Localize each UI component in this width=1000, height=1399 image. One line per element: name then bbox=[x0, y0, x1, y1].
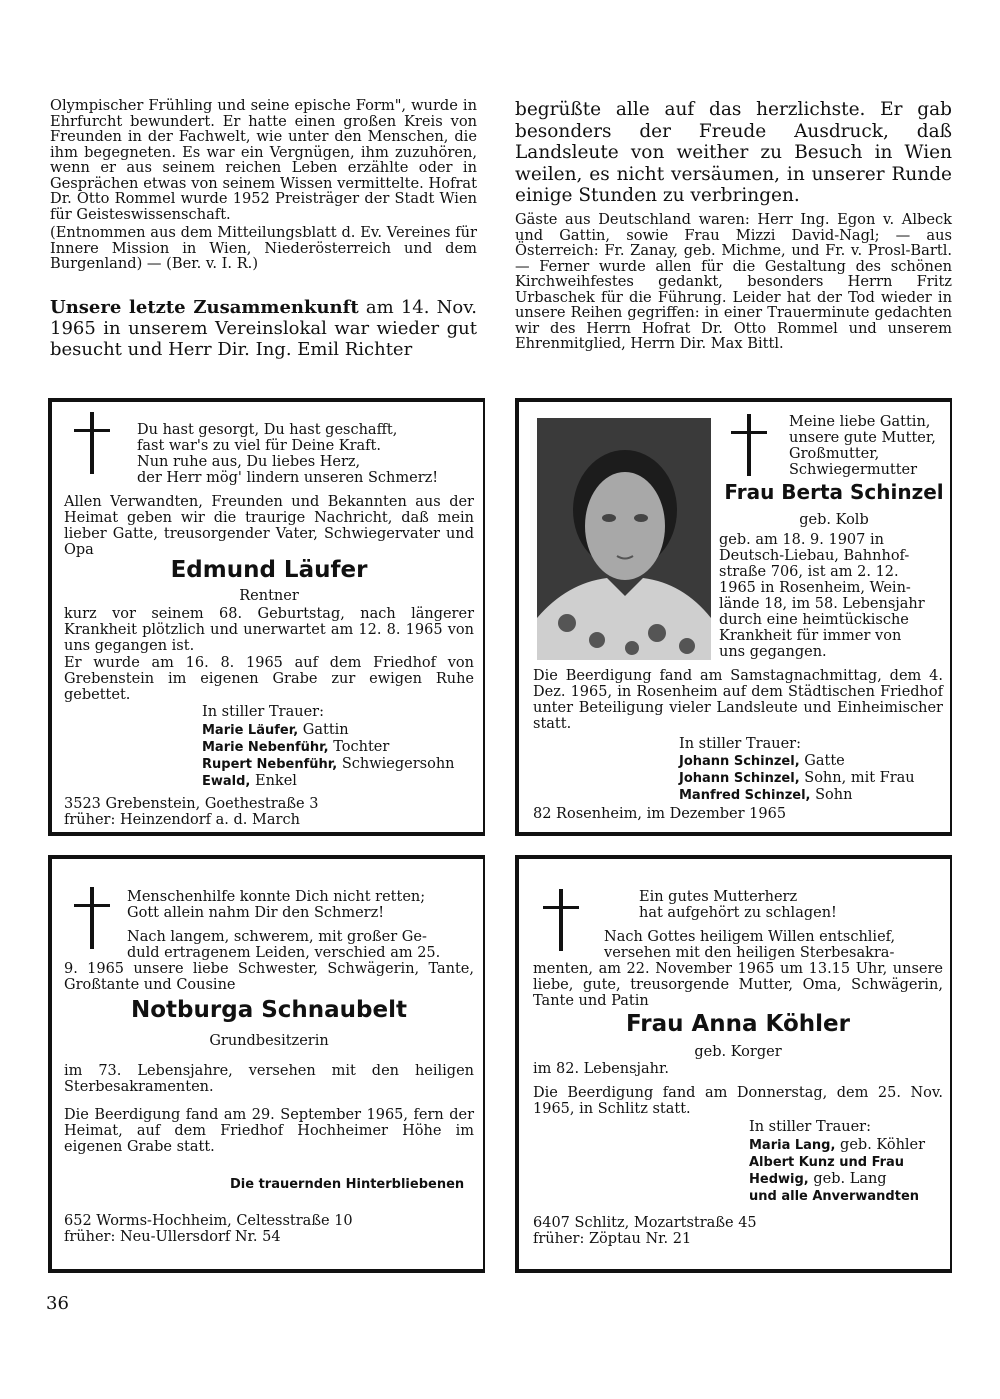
body-line: Krankheit für immer von bbox=[719, 628, 902, 644]
poem bbox=[127, 889, 477, 921]
poem-line: fast war's zu viel für Deine Kraft. bbox=[137, 438, 381, 454]
mourner: Maria Lang, geb. Köhler bbox=[749, 1137, 926, 1153]
poem bbox=[789, 414, 949, 478]
address-line: früher: Heinzendorf a. d. March bbox=[64, 812, 300, 828]
obituary-notice-laeufer bbox=[48, 398, 485, 836]
mourner: Marie Nebenführ, Tochter bbox=[202, 739, 390, 755]
address-line: früher: Zöptau Nr. 21 bbox=[533, 1231, 692, 1247]
poem-line: Ein gutes Mutterherz bbox=[639, 889, 798, 905]
mourner: Johann Schinzel, Gatte bbox=[679, 753, 845, 769]
poem bbox=[639, 889, 939, 921]
address-line: 6407 Schlitz, Mozartstraße 45 bbox=[533, 1215, 757, 1231]
closing-signature: Die trauernden Hinterbliebenen bbox=[230, 1177, 465, 1192]
deceased-maiden-name: geb. Korger bbox=[694, 1044, 782, 1060]
mourner: Hedwig, geb. Lang bbox=[749, 1171, 887, 1187]
notice-body: kurz vor seinem 68. Geburtstag, nach längerer Krankheit plötzlich und unerwartet am 12. 8. 1965 von uns gegangen ist. bbox=[64, 606, 474, 654]
notice-intro bbox=[604, 929, 944, 961]
address-line: 652 Worms-Hochheim, Celtesstraße 10 bbox=[64, 1213, 353, 1229]
deceased-occupation: Grundbesitzerin bbox=[209, 1033, 329, 1049]
body-line: uns gegangen. bbox=[719, 644, 827, 660]
poem-line: Großmutter, bbox=[789, 446, 880, 462]
poem-line: Schwiegermutter bbox=[789, 462, 918, 478]
notice-intro-continued: menten, am 22. November 1965 um 13.15 Uhr, unsere liebe, gute, treusorgende Mutter, Oma, Schwägerin, Tante und Patin bbox=[533, 961, 943, 1009]
mourners-list bbox=[202, 722, 482, 790]
poem-line: der Herr mög' lindern unseren Schmerz! bbox=[137, 470, 439, 486]
notice-intro: Allen Verwandten, Freunden und Bekannten aus der Heimat geben wir die traurige Nachricht, daß mein lieber Gatte, treusorgender Vater, Schwiegervater und Opa bbox=[64, 494, 474, 558]
mourner: und alle Anverwandten bbox=[749, 1189, 920, 1204]
mourner: Albert Kunz und Frau bbox=[749, 1155, 905, 1170]
deceased-occupation: Rentner bbox=[239, 588, 299, 604]
poem-line: Gott allein nahm Dir den Schmerz! bbox=[127, 905, 385, 921]
page-number: 36 bbox=[46, 1293, 69, 1314]
address bbox=[64, 796, 474, 828]
address bbox=[64, 1213, 474, 1245]
intro-line: versehen mit den heiligen Sterbesakra- bbox=[604, 945, 895, 961]
deceased-maiden-name: geb. Kolb bbox=[799, 512, 869, 528]
body-line: Deutsch-Liebau, Bahnhof- bbox=[719, 548, 910, 564]
address bbox=[533, 1215, 943, 1247]
mourning-label: In stiller Trauer: bbox=[202, 704, 324, 720]
obituary-notice-koehler bbox=[515, 855, 952, 1273]
cross-icon bbox=[543, 889, 579, 951]
cross-icon bbox=[74, 887, 110, 949]
mourner: Johann Schinzel, Sohn, mit Frau bbox=[679, 770, 915, 786]
left-paragraph-2: (Entnommen aus dem Mitteilungsblatt d. Ev. Vereines für Innere Mission in Wien, Niederösterreich und dem Burgenland) — (Ber. v. I. R.) bbox=[50, 224, 477, 272]
deceased-name: Frau Anna Köhler bbox=[626, 1011, 850, 1037]
notice-intro bbox=[127, 929, 472, 961]
portrait-photo bbox=[537, 418, 711, 660]
meeting-report-start bbox=[50, 297, 477, 360]
poem-line: Menschenhilfe konnte Dich nicht retten; bbox=[127, 889, 426, 905]
left-paragraph-1: Olympischer Frühling und seine epische Form", wurde in Ehrfurcht bewundert. Er hatte einen großen Kreis von Freunden in der Fachwelt, wie unter den Menschen, die ihm begegneten. Es war ein Vergnügen, ihm zuzuhören, wenn er aus seinem reichen Leben erzählte oder in Gesprächen etwas von seinem Wissen vermittelte. Hofrat Dr. Otto Rommel wurde 1952 Preisträger der Stadt Wien für Geisteswissenschaft. bbox=[50, 97, 477, 223]
mourners-list bbox=[679, 753, 949, 804]
mourner: Manfred Schinzel, Sohn bbox=[679, 787, 853, 803]
mourner: Ewald, Enkel bbox=[202, 773, 297, 789]
poem-line: Du hast gesorgt, Du hast geschafft, bbox=[137, 422, 398, 438]
mourner: Rupert Nebenführ, Schwiegersohn bbox=[202, 756, 455, 772]
poem-line: hat aufgehört zu schlagen! bbox=[639, 905, 837, 921]
portrait-image bbox=[537, 418, 711, 660]
intro-line: Nach Gottes heiligem Willen entschlief, bbox=[604, 929, 896, 945]
deceased-name: Frau Berta Schinzel bbox=[724, 480, 944, 504]
address-line: früher: Neu-Ullersdorf Nr. 54 bbox=[64, 1229, 281, 1245]
body-line: durch eine heimtückische bbox=[719, 612, 909, 628]
body-line: geb. am 18. 9. 1907 in bbox=[719, 532, 884, 548]
poem-line: unsere gute Mutter, bbox=[789, 430, 936, 446]
poem bbox=[137, 422, 477, 486]
cross-icon bbox=[74, 412, 110, 474]
mourning-label: In stiller Trauer: bbox=[679, 736, 801, 752]
poem-line: Meine liebe Gattin, bbox=[789, 414, 931, 430]
deceased-name: Edmund Läufer bbox=[170, 557, 368, 583]
body-line: 1965 in Rosenheim, Wein- bbox=[719, 580, 911, 596]
body-line: lände 18, im 58. Lebensjahr bbox=[719, 596, 925, 612]
intro-line: Nach langem, schwerem, mit großer Ge- bbox=[127, 929, 427, 945]
burial-text: Die Beerdigung fand am 29. September 1965, fern der Heimat, auf dem Friedhof Hochheimer Höhe im eigenen Grabe statt. bbox=[64, 1107, 474, 1155]
meeting-heading: Unsere letzte Zusammenkunft bbox=[50, 297, 359, 318]
burial-text: Die Beerdigung fand am Donnerstag, dem 25. Nov. 1965, in Schlitz statt. bbox=[533, 1085, 943, 1117]
notice-body: im 73. Lebensjahre, versehen mit den heiligen Sterbesakramenten. bbox=[64, 1063, 474, 1095]
mourning-label: In stiller Trauer: bbox=[749, 1119, 871, 1135]
meeting-report-text: am 14. Nov. 1965 in unserem Vereinslokal war wieder gut besucht und Herr Dir. Ing. Emil Richter bbox=[50, 297, 477, 360]
address: 82 Rosenheim, im Dezember 1965 bbox=[533, 806, 787, 822]
mourners-list bbox=[749, 1137, 949, 1205]
cross-icon bbox=[731, 414, 767, 476]
obituary-notice-schinzel bbox=[515, 398, 952, 836]
mourner: Marie Läufer, Gattin bbox=[202, 722, 349, 738]
intro-line: duld ertragenem Leiden, verschied am 25. bbox=[127, 945, 441, 961]
deceased-name: Notburga Schnaubelt bbox=[131, 997, 407, 1023]
poem-line: Nun ruhe aus, Du liebes Herz, bbox=[137, 454, 361, 470]
deceased-age: im 82. Lebensjahr. bbox=[533, 1061, 669, 1077]
address-line: 3523 Grebenstein, Goethestraße 3 bbox=[64, 796, 319, 812]
body-line: straße 706, ist am 2. 12. bbox=[719, 564, 899, 580]
guests-paragraph: Gäste aus Deutschland waren: Herr Ing. Egon v. Albeck und Gattin, sowie Frau Mizzi David-Nagl; — aus Österreich: Fr. Zanay, geb. Michme, und Fr. v. Prosl-Bartl. — Ferner wurde allen für die Gestaltung des schönen Kirchweihfestes gedankt, besonders Herrn Fritz Urbaschek für die Führung. Leider hat der Tod wieder in unsere Reihen gegriffen: in einer Trauerminute gedachten wir des Herrn Hofrat Dr. Otto Rommel und unserem Ehrenmitglied, Herrn Dir. Max Bittl. bbox=[515, 211, 952, 352]
left-column-text bbox=[50, 98, 477, 272]
burial-text: Er wurde am 16. 8. 1965 auf dem Friedhof von Grebenstein im eigenen Grabe zur ewigen Ruhe gebettet. bbox=[64, 655, 474, 703]
burial-text: Die Beerdigung fand am Samstagnachmittag, dem 4. Dez. 1965, in Rosenheim auf dem Städtischen Friedhof unter Beteiligung vieler Landsleute und Einheimischer statt. bbox=[533, 668, 943, 732]
notice-intro-continued: 9. 1965 unsere liebe Schwester, Schwägerin, Tante, Großtante und Cousine bbox=[64, 961, 474, 993]
obituary-notice-schnaubelt bbox=[48, 855, 485, 1273]
notice-body bbox=[719, 532, 941, 660]
meeting-report-continued: begrüßte alle auf das herzlichste. Er gab besonders der Freude Ausdruck, daß Landsleute von weither zu Besuch in Wien weilen, es nicht versäumen, in unserer Runde einige Stunden zu verbringen. bbox=[515, 99, 952, 206]
